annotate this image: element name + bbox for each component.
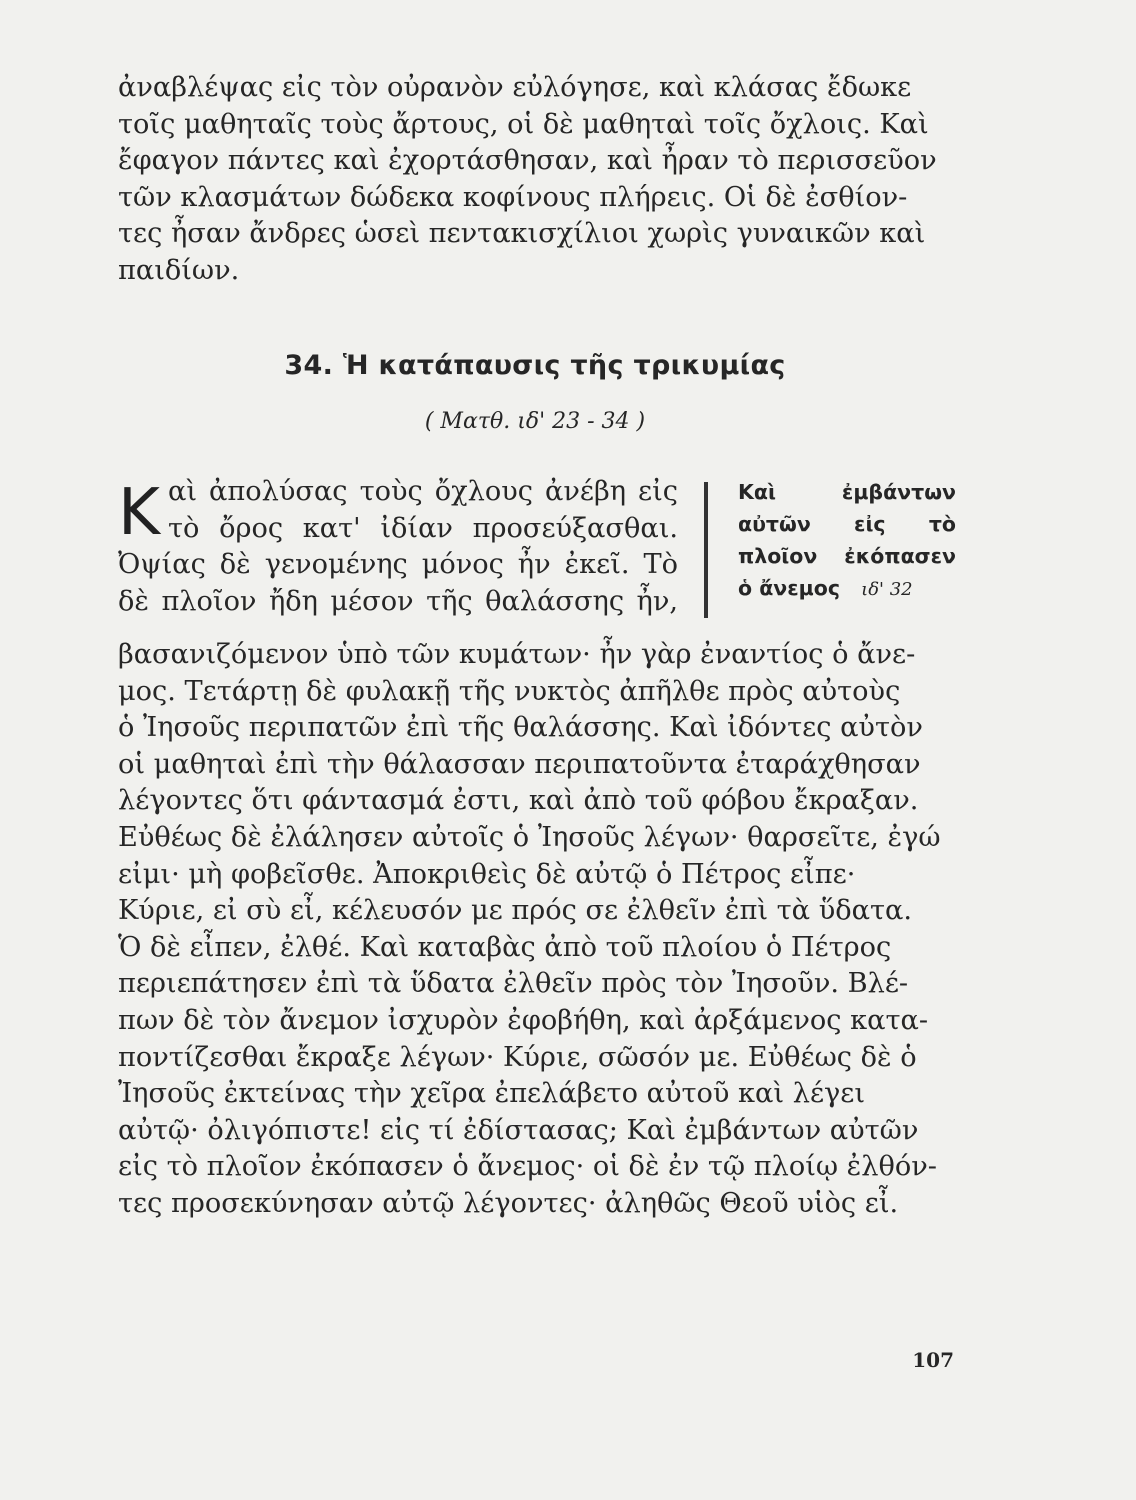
sidenote (738, 476, 956, 606)
text-line: Εὐθέως δὲ ἐλάλησεν αὐτοῖς ὁ Ἰησοῦς λέγων· θαρσεῖτε, ἐγώ (118, 821, 941, 853)
text-line: ἀναβλέψας εἰς τὸν οὐρανὸν εὐλόγησε, καὶ κλάσας ἔδωκε (118, 72, 912, 103)
page-number: 107 (912, 1348, 954, 1372)
text-line: Κύριε, εἰ σὺ εἶ, κέλευσόν με πρός σε ἐλθεῖν ἐπὶ τὰ ὕδατα. (118, 895, 912, 927)
main-paragraph (118, 637, 952, 1223)
text-line: ποντίζεσθαι ἔκραξε λέγων· Κύριε, σῶσόν με. Εὐθέως δὲ ὁ (118, 1041, 917, 1073)
sidenote-line: πλοῖον ἐκόπασεν (738, 544, 956, 568)
sidenote-box (704, 476, 956, 618)
text-line: τοῖς μαθηταῖς τοὺς ἄρτους, οἱ δὲ μαθηταὶ τοῖς ὄχλοις. Καὶ (118, 108, 929, 140)
text-line: τὸ ὄρος κατ' ἰδίαν προσεύξασθαι. (167, 512, 678, 544)
text-line: Ἰησοῦς ἐκτείνας τὴν χεῖρα ἐπελάβετο αὐτοῦ καὶ λέγει (118, 1078, 866, 1110)
text-line: δὲ πλοῖον ἤδη μέσον τῆς θαλάσσης ἦν, (118, 585, 678, 617)
section-reference: ( Ματθ. ιδ' 23 - 34 ) (424, 409, 646, 434)
text-line: τῶν κλασμάτων δώδεκα κοφίνους πλήρεις. Οἱ δὲ ἐσθίον- (118, 181, 908, 213)
sidenote-verse-ref: ιδ' 32 (861, 579, 913, 600)
sidenote-rule (704, 482, 708, 618)
top-paragraph (118, 70, 952, 290)
text-line: Ὀψίας δὲ γενομένης μόνος ἦν ἐκεῖ. Τὸ (118, 549, 678, 581)
text-line: πων δὲ τὸν ἄνεμον ἰσχυρὸν ἐφοβήθη, καὶ ἀρξάμενος κατα- (118, 1004, 929, 1036)
intro-paragraph (118, 474, 678, 620)
text-line: αὶ ἀπολύσας τοὺς ὄχλους ἀνέβη εἰς (167, 476, 678, 507)
text-line: λέγοντες ὅτι φάντασμά ἐστι, καὶ ἀπὸ τοῦ φόβου ἔκραξαν. (118, 785, 919, 817)
text-line: εἰμι· μὴ φοβεῖσθε. Ἀποκριθεὶς δὲ αὐτῷ ὁ Πέτρος εἶπε· (118, 858, 856, 890)
text-line: τες ἦσαν ἄνδρες ὡσεὶ πεντακισχίλιοι χωρὶς γυναικῶν καὶ (118, 218, 926, 250)
text-line: εἰς τὸ πλοῖον ἐκόπασεν ὁ ἄνεμος· οἱ δὲ ἐν τῷ πλοίῳ ἐλθόν- (118, 1151, 937, 1183)
text-line: βασανιζόμενον ὑπὸ τῶν κυμάτων· ἦν γὰρ ἐναντίος ὁ ἄνε- (118, 639, 916, 670)
section-title: 34. Ἡ κατάπαυσις τῆς τρικυμίας (284, 350, 786, 381)
text-line: ὁ Ἰησοῦς περιπατῶν ἐπὶ τῆς θαλάσσης. Καὶ ἰδόντες αὐτὸν (118, 712, 923, 744)
sidenote-line: ὁ ἄνεμος (738, 576, 840, 600)
text-line: τες προσεκύνησαν αὐτῷ λέγοντες· ἀληθῶς Θεοῦ υἱὸς εἶ. (118, 1187, 899, 1219)
text-line: περιεπάτησεν ἐπὶ τὰ ὕδατα ἐλθεῖν πρὸς τὸν Ἰησοῦν. Βλέ- (118, 968, 909, 1000)
sidenote-line: αὐτῶν εἰς τὸ (738, 512, 956, 536)
text-line: μος. Τετάρτῃ δὲ φυλακῇ τῆς νυκτὸς ἀπῆλθε πρὸς αὐτοὺς (118, 675, 901, 707)
drop-cap: Κ (118, 476, 160, 550)
text-line: παιδίων. (118, 254, 240, 286)
text-line: αὐτῷ· ὀλιγόπιστε! εἰς τί ἐδίστασας; Καὶ ἐμβάντων αὐτῶν (118, 1114, 919, 1146)
sidenote-line: Καὶ ἐμβάντων (738, 480, 956, 504)
text-line: οἱ μαθηταὶ ἐπὶ τὴν θάλασσαν περιπατοῦντα ἐταράχθησαν (118, 748, 921, 780)
text-line: ἔφαγον πάντες καὶ ἐχορτάσθησαν, καὶ ἦραν τὸ περισσεῦον (118, 145, 937, 177)
sidenote-last-line (738, 572, 956, 606)
text-line: Ὁ δὲ εἶπεν, ἐλθέ. Καὶ καταβὰς ἀπὸ τοῦ πλοίου ὁ Πέτρος (118, 931, 892, 963)
